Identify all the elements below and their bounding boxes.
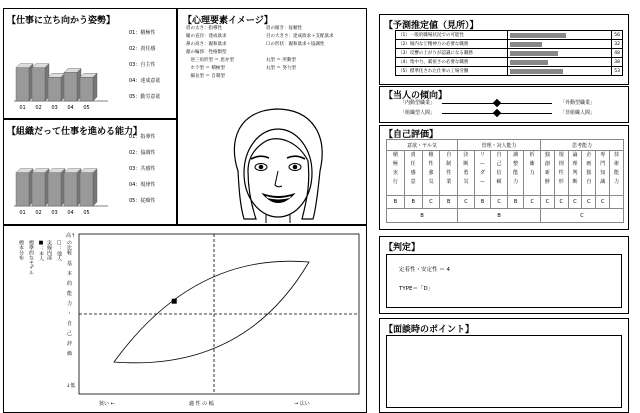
aptitude-plot-panel [3,225,367,413]
bar-axis-label: 03 [51,210,58,216]
self-eval-item: 自 己 信 頼 [491,151,508,196]
judgment-stability: 定着性・安定性 ＝ 4 [399,267,450,273]
bar [32,173,45,206]
bar-axis-label: 02 [35,210,42,216]
self-eval-item: 調 整 能 力 [507,151,524,196]
bar [80,77,93,101]
self-eval-item: 責 任 感 意 [404,151,422,196]
self-eval-item: 独 創 新 鮮 [540,151,554,196]
self-eval-group: 意欲・ヤル気 [387,140,458,151]
self-eval-grade: C [554,196,568,209]
self-eval-grade: B [404,196,422,209]
self-eval-grade: B [507,196,524,209]
plot-y-label-char: 力 [67,301,73,307]
plot-y-label-char: 本 [67,271,73,277]
sample-distribution-lens [114,261,309,363]
mental-line: 瞳の直径：達成欲求 [186,34,227,39]
plot-y-label-char: 自 [67,321,73,327]
face-right-eyebrow [287,156,305,159]
bar [64,173,77,206]
self-eval-grade: C [596,196,610,209]
mental-line: 目の大きさ：達成欲求＋支配欲求 [266,34,334,39]
item-label: 01：指導性 [129,134,156,140]
self-point-marker [172,299,177,304]
prediction-value: 48 [612,49,623,58]
prediction-value: 32 [612,40,623,49]
prediction-row [396,67,623,76]
mental-line: ホラ型 ＝ 積極型 [186,66,225,71]
attitude-bar-chart [10,45,110,115]
plot-legend-text: の比較 [66,240,72,255]
self-eval-item: 決 断 勇 気 [458,151,475,196]
item-label: 02：協調性 [129,150,156,156]
self-eval-item: 自 制 性 業 [440,151,458,196]
face-left-eyebrow [251,156,269,159]
prediction-bar [510,51,558,56]
aptitude-scatter-plot [74,232,364,397]
plot-y-label-char: ・ [67,311,73,317]
prediction-label: （2）堀内など精神力の必要な職務 [396,40,508,49]
prediction-label: （3）反響の上がりが認識になる職務 [396,49,508,58]
bar [48,173,61,206]
self-eval-table [386,139,624,223]
prediction-label: （1）一般的職場状況での可能性 [396,31,508,40]
ability-panel [3,119,177,225]
bar [80,173,93,206]
bar [48,77,61,101]
plot-y-label-char: 己 [67,331,73,337]
prediction-row [396,31,623,40]
self-eval-group: 管理・対人能力 [458,140,541,151]
self-eval-item: 専 門 知 識 [596,151,610,196]
prediction-row [396,40,623,49]
self-eval-grade: B [474,196,491,209]
plot-x-right-label: → 広い [294,401,310,407]
plot-legend-text: 標本分布 [18,240,24,260]
attitude-title: 【仕事に立ち向かう姿勢】 [7,16,116,26]
mental-title: 【心理要素イメージ】 [183,16,273,26]
interview-points-panel [379,318,629,413]
item-label: 04：達成意欲 [129,78,161,84]
self-eval-item: リ ー ダ ー [474,151,491,196]
plot-y-label-char: 評 [67,341,73,347]
bar-side [93,73,97,101]
tendency-right-label: 「非組織人間」 [560,110,596,116]
judgment-panel [379,236,629,314]
plot-y-bottom-label: ↓低 [66,383,76,389]
self-eval-grade: C [540,196,554,209]
plot-y-label-char: 的 [67,281,73,287]
self-eval-item: 企 画 独 自 [582,151,596,196]
plot-y-label-char: 能 [67,291,73,297]
bar [64,73,77,102]
prediction-label: （4）集中力、厳密さの必要な職務 [396,58,508,67]
bar-axis-label: 05 [83,210,90,216]
mental-line: 細長型 ＝ 自制型 [186,74,225,79]
self-eval-summary: C [540,209,623,223]
tendency-left-label: 「内動型職業」 [400,100,436,106]
mental-line: 眉の太さ：指導性 [186,26,222,31]
plot-y-label-char: 基 [67,261,73,267]
attitude-panel [3,8,177,119]
self-eval-item: 技 術 能 力 [610,151,624,196]
bar-axis-label: 01 [19,210,26,216]
self-eval-title: 【自己評価】 [384,130,439,140]
tendency-marker [493,109,501,117]
plot-legend-text: 標準的なモデル [28,240,34,275]
mental-line: 顔の輪郭：性格類型 [186,50,227,55]
face-illustration [218,101,338,223]
self-eval-summary: B [387,209,458,223]
plot-legend-text: ■：本人 [38,240,44,261]
judgment-title: 【判定】 [384,243,421,253]
self-eval-grade: C [582,196,596,209]
self-eval-grade [610,196,624,209]
item-label: 05：勤労意欲 [129,94,161,100]
prediction-panel [379,14,629,85]
ability-bar-chart [10,150,110,220]
face-nose [275,171,282,187]
self-eval-grade: B [440,196,458,209]
tendency-marker [493,99,501,107]
prediction-bar [510,33,566,38]
tendency-title: 【当人の傾向】 [384,91,448,101]
self-eval-item: 積 極 実 行 [387,151,405,196]
bar-axis-label: 03 [51,105,58,111]
prediction-value: 56 [612,31,623,40]
mental-line: 鼻の高さ：親和欲求 [186,42,227,47]
self-eval-grade: C [422,196,440,209]
mental-line: 眉の傾き：従順性 [266,26,302,31]
self-eval-item: 規 則 性 形 [554,151,568,196]
interview-points-title: 【面談時のポイント】 [384,325,475,335]
self-eval-summary: B [458,209,541,223]
plot-y-top-label: 高↑ [66,233,76,239]
item-label: 03：自主性 [129,62,156,68]
prediction-row [396,58,623,67]
item-label: 04：規律性 [129,182,156,188]
tendency-right-label: 「外動型職業」 [560,100,596,106]
self-eval-item: 折 衝 力 [524,151,541,196]
prediction-label: （5）標準化された仕事の工場労働 [396,67,508,76]
self-eval-grade: C [491,196,508,209]
judgment-type: TYPE＝「D」 [399,286,434,292]
self-eval-grade: C [568,196,582,209]
plot-legend-text: 実線内部 [46,240,52,260]
prediction-value: 53 [612,67,623,76]
self-eval-grade: C [458,196,475,209]
mental-panel [177,8,367,225]
item-label: 02：責任感 [129,46,156,52]
plot-y-label-char: 価 [67,351,73,357]
self-eval-item: 論 理 判 断 [568,151,582,196]
judgment-inner-box [386,254,622,308]
bar-axis-label: 04 [67,105,74,111]
prediction-row [396,49,623,58]
item-label: 03：共感性 [129,166,156,172]
ability-title: 【組織だって仕事を進める能力】 [7,127,143,137]
mental-line: 口の形状：親和欲求＋協調性 [266,42,325,47]
self-eval-item: 積 性 強 気 [422,151,440,196]
bar [16,173,29,206]
prediction-table [395,30,623,76]
tendency-left-label: 「組織型人間」 [400,110,436,116]
tendency-panel [379,86,629,123]
plot-legend-text: □：他人 [56,240,62,261]
prediction-bar [510,60,548,65]
self-eval-grade: B [387,196,405,209]
bar-axis-label: 02 [35,105,42,111]
bar-axis-label: 01 [19,105,26,111]
plot-x-label: 適 性 の 幅 [189,401,214,407]
bar-axis-label: 05 [83,105,90,111]
bar [32,68,45,101]
self-eval-panel [379,125,629,230]
bar-axis-label: 04 [67,210,74,216]
plot-x-left-label: 狭い ← [99,401,115,407]
mental-line: 丸型 ＝ 努力型 [266,66,296,71]
prediction-bar [510,69,563,74]
interview-points-inner-box [386,335,622,408]
bar [16,68,29,101]
bar-side [93,169,97,206]
self-eval-group: 思考能力 [540,140,623,151]
prediction-bar [510,42,542,47]
mental-line: 丸型 ＝ 所動型 [266,58,296,63]
item-label: 01：積極性 [129,30,156,36]
prediction-value: 38 [612,58,623,67]
self-eval-grade: C [524,196,541,209]
prediction-title: 【予測推定値（見所）】 [384,21,479,31]
mental-line: 逆三角形型 ＝ 思弁型 [186,58,234,63]
item-label: 05：従順性 [129,198,156,204]
